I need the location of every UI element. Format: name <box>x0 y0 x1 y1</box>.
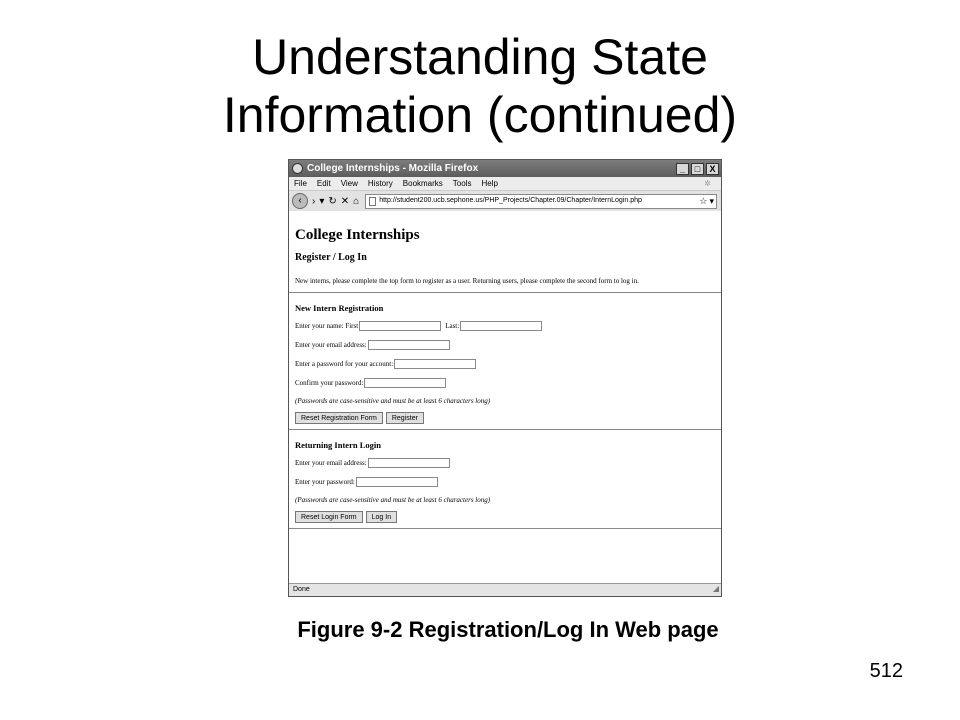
url-dropdown-icon[interactable]: ▾ <box>709 196 714 206</box>
close-button[interactable]: X <box>706 163 719 175</box>
back-icon[interactable]: ‹ <box>292 193 308 209</box>
login-email-label: Enter your email address: <box>295 459 367 467</box>
resize-grip-icon[interactable]: ◢ <box>712 584 719 593</box>
page-heading: College Internships <box>295 227 420 243</box>
first-name-label: Enter your name: First <box>295 322 359 330</box>
stop-icon[interactable]: ✕ <box>340 195 350 207</box>
minimize-button[interactable]: _ <box>676 163 689 175</box>
registration-note: (Passwords are case-sensitive and must be at least 6 characters long) <box>295 397 491 405</box>
last-name-label: Last: <box>445 322 460 330</box>
page-icon <box>369 197 376 206</box>
login-button[interactable]: Log In <box>366 511 397 523</box>
divider <box>289 429 721 430</box>
home-icon[interactable]: ⌂ <box>353 195 360 207</box>
page-number: 512 <box>869 660 903 682</box>
reload-icon[interactable]: ↻ <box>328 195 337 207</box>
reg-email-field[interactable] <box>368 340 450 350</box>
reset-registration-button[interactable]: Reset Registration Form <box>295 412 383 424</box>
menu-help[interactable]: Help <box>481 179 498 188</box>
intro-text: New interns, please complete the top form to register as a user. Returning users, please complete the second form to log in. <box>295 277 639 285</box>
figure-caption: Figure 9-2 Registration/Log In Web page <box>297 617 719 642</box>
slide-title <box>0 28 960 144</box>
confirm-password-label: Confirm your password: <box>295 379 364 387</box>
slide-title-line2: Information (continued) <box>222 87 738 143</box>
forward-icon[interactable]: › <box>312 195 316 207</box>
history-dropdown-icon[interactable]: ▾ <box>319 195 325 207</box>
window-title: College Internships - Mozilla Firefox <box>307 163 479 174</box>
divider <box>289 292 721 293</box>
firefox-icon <box>292 163 303 174</box>
maximize-button[interactable]: □ <box>691 163 704 175</box>
login-password-label: Enter your password: <box>295 478 355 486</box>
menu-view[interactable]: View <box>340 179 358 188</box>
status-bar <box>289 583 721 596</box>
last-name-field[interactable] <box>460 321 542 331</box>
navigation-toolbar <box>289 191 721 212</box>
slide-title-line1: Understanding State <box>252 29 708 85</box>
menu-bookmarks[interactable]: Bookmarks <box>402 179 443 188</box>
reg-email-label: Enter your email address: <box>295 341 367 349</box>
menu-edit[interactable]: Edit <box>316 179 331 188</box>
bookmark-star-icon[interactable]: ☆ <box>699 196 708 206</box>
registration-title: New Intern Registration <box>295 303 384 313</box>
reg-password-label: Enter a password for your account: <box>295 360 394 368</box>
page-subheading: Register / Log In <box>295 252 367 263</box>
reset-login-button[interactable]: Reset Login Form <box>295 511 363 523</box>
menu-history[interactable]: History <box>367 179 393 188</box>
login-title: Returning Intern Login <box>295 440 381 450</box>
menu-bar <box>289 177 721 191</box>
page-content <box>289 211 721 584</box>
confirm-password-field[interactable] <box>364 378 446 388</box>
registration-form <box>289 303 721 424</box>
first-name-field[interactable] <box>359 321 441 331</box>
login-password-field[interactable] <box>356 477 438 487</box>
throbber-icon: ✲ <box>704 179 711 188</box>
register-button[interactable]: Register <box>386 412 424 424</box>
menu-tools[interactable]: Tools <box>452 179 472 188</box>
menu-file[interactable]: File <box>294 179 307 188</box>
reg-password-field[interactable] <box>394 359 476 369</box>
status-text: Done <box>293 586 310 593</box>
browser-window <box>288 159 722 597</box>
login-note: (Passwords are case-sensitive and must be at least 6 characters long) <box>295 496 491 504</box>
url-text: http://student200.ucb.sephone.us/PHP_Projects/Chapter.09/Chapter/InternLogin.php <box>379 197 642 204</box>
window-titlebar <box>289 160 721 177</box>
divider <box>289 528 721 529</box>
address-bar[interactable] <box>365 194 717 209</box>
login-form <box>289 440 721 523</box>
login-email-field[interactable] <box>368 458 450 468</box>
